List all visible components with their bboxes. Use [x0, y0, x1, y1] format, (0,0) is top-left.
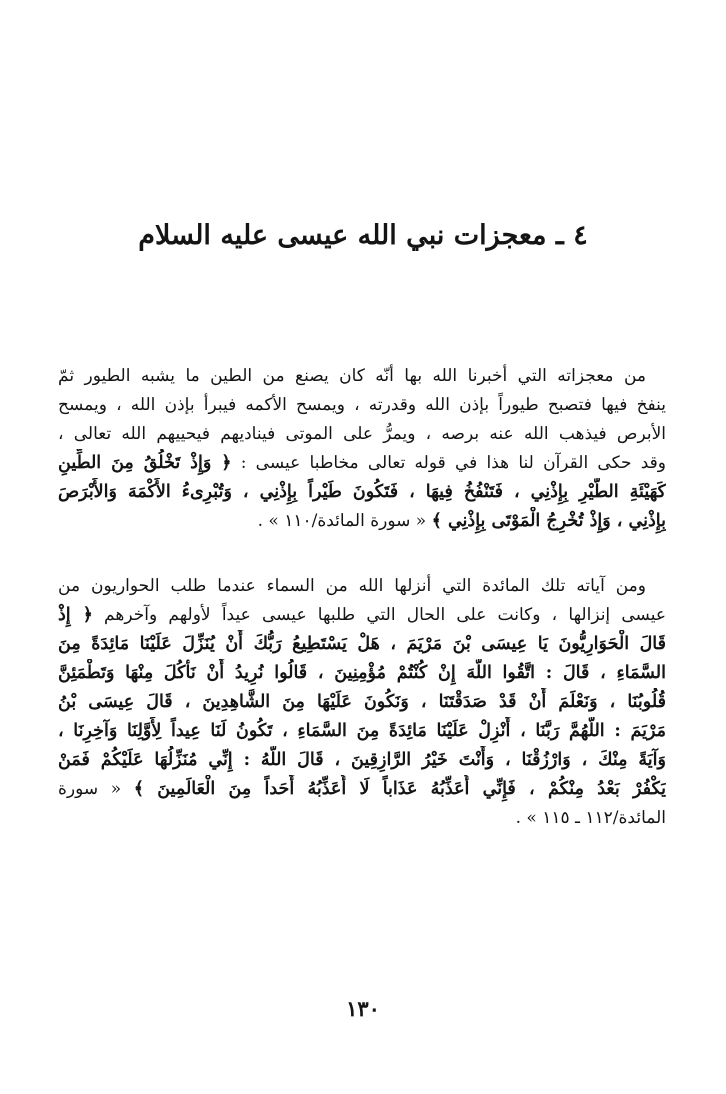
- text-line: [58, 775, 666, 804]
- text-line: [58, 630, 666, 659]
- quran-verse: السَّمَاءِ ، قَالَ : اتَّقُوا اللَّهَ إِنْ كُنْتُمْ مُؤْمِنِينَ ، قَالُوا نُرِيدُ أَنْ نَأْكُلَ مِنْهَا وَتَطْمَئِنَّ: [58, 663, 666, 683]
- text-line: من معجزاته التي أخبرنا الله بها أنّه كان يصنع من الطين ما يشبه الطيور ثمّ: [58, 366, 646, 386]
- text-line: [58, 746, 666, 775]
- text-line: ينفخ فيها فتصبح طيوراً بإذن الله وقدرته ، ويمسح الأكمه فيبرأ بإذن الله ، ويمسح: [58, 395, 666, 415]
- quran-verse: قُلُوبُنَا ، وَنَعْلَمَ أَنْ قَدْ صَدَقْتَنَا ، وَنَكُونَ عَلَيْهَا مِنَ الشَّاهِدِينَ ، قَالَ عِيسَى بْنُ: [58, 692, 666, 712]
- text-line: وقد حكى القرآن لنا هذا في قوله تعالى مخاطبا عيسى : ﴿ وَإِذْ تَخْلُقُ مِنَ الطِّينِ: [58, 453, 666, 473]
- quran-verse: ﴿ وَإِذْ تَخْلُقُ مِنَ الطِّينِ: [58, 453, 232, 473]
- text-line: [58, 478, 666, 507]
- quran-verse: ﴿ إِذْ: [58, 605, 93, 625]
- chapter-title: ٤ ـ معجزات نبي الله عيسى عليه السلام: [138, 220, 588, 251]
- paragraph-2: [58, 572, 666, 833]
- text-line: ومن آياته تلك المائدة التي أنزلها الله من السماء عندما طلب الحواريون من: [58, 576, 646, 596]
- quran-verse: وَآيَةً مِنْكَ ، وَارْزُقْنَا ، وَأَنْتَ خَيْرُ الرَّازِقِينَ ، قَالَ اللَّهُ : إِنِّي مُنَزِّلُهَا عَلَيْكُمْ فَمَنْ: [58, 750, 666, 770]
- verse-reference: « سورة: [58, 779, 134, 799]
- quran-verse: قَالَ الْحَوَارِيُّونَ يَا عِيسَى بْنَ مَرْيَمَ ، هَلْ يَسْتَطِيعُ رَبُّكَ أَنْ يُنَزِّلَ عَلَيْنَا مَائِدَةً مِنَ: [58, 634, 666, 654]
- text-line: [58, 507, 666, 536]
- text-line: [58, 804, 666, 833]
- text-line: [58, 688, 666, 717]
- text-line: الأبرص فيذهب الله عنه برصه ، ويمرُّ على الموتى فيناديهم فيحييهم الله تعالى ،: [58, 424, 666, 444]
- paragraph-1: [58, 362, 666, 536]
- quran-verse: بِإِذْنِي ، وَإِذْ تُخْرِجُ الْمَوْتَى بِإِذْنِي ﴾: [431, 511, 666, 531]
- text-line: [58, 717, 666, 746]
- text-line: عيسى إنزالها ، وكانت على الحال التي طلبها عيسى عيداً لأولهم وآخرهم ﴿ إِذْ: [58, 605, 666, 625]
- quran-verse: يَكْفُرْ بَعْدُ مِنْكُمْ ، فَإِنِّي أُعَذِّبُهُ عَذَاباً لَا أُعَذِّبُهُ أَحَداً مِنَ الْعَالَمِينَ ﴾: [133, 779, 666, 799]
- page-number: ١٣٠: [346, 996, 380, 1021]
- quran-verse: كَهَيْئَةِ الطَّيْرِ بِإِذْنِي ، فَتَنْفُخُ فِيهَا ، فَتَكُونَ طَيْراً بِإِذْنِي ، وَتُبْرِىءُ الأَكْمَهَ وَالأَبْرَصَ: [58, 482, 666, 502]
- verse-reference: المائدة/١١٢ ـ ١١٥ » .: [515, 808, 666, 828]
- quran-verse: مَرْيَمَ : اللَّهُمَّ رَبَّنَا ، أَنْزِلْ عَلَيْنَا مَائِدَةً مِنَ السَّمَاءِ ، تَكُونُ لَنَا عِيداً لِأَوَّلِنَا وَآخِرِنَا ،: [58, 721, 666, 741]
- verse-reference: « سورة المائدة/١١٠ » .: [257, 511, 432, 531]
- text-line: [58, 659, 666, 688]
